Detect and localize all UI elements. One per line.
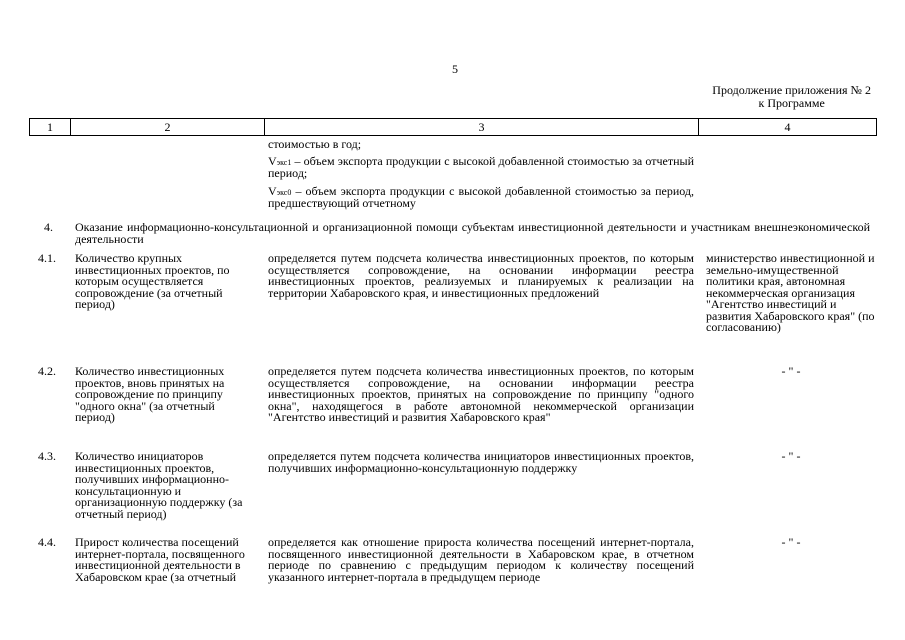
appendix-line-2: к Программе: [758, 96, 825, 110]
appendix-note: [712, 84, 871, 110]
row-calculation-method: определяется как отношение прироста количества посещений интернет-портала, посвященного инвестиционной деятельности в Хабаровском крае, в отчетном периоде по сравнению с предыдущим периодом к количеству посещений указанного интернет-портала в предыдущем периоде: [268, 535, 694, 584]
row-indicator-name: Количество инвестиционных проектов, вновь принятых на сопровождение по принципу "одного окна" (за отчетный период): [75, 364, 225, 424]
row-responsible: министерство инвестиционной и земельно-имущественной политики края, автономная некоммерческая организация "Агентство инвестиций и развития Хабаровского края" (по согласованию): [706, 251, 875, 334]
appendix-line-1: Продолжение приложения № 2: [712, 83, 871, 97]
header-col-1: 1: [30, 119, 71, 135]
row-indicator-name: Прирост количества посещений интернет-портала, посвященного инвестиционной деятельности в Хабаровском крае (за отчетный: [75, 535, 245, 584]
page-number: 5: [452, 62, 458, 76]
row-indicator-name: Количество инициаторов инвестиционных проектов, получивших информационно-консультационную и организационную поддержку (за отчетный период): [75, 449, 243, 521]
row-responsible: - " -: [781, 535, 801, 549]
table-header: [29, 118, 877, 136]
row-responsible: - " -: [781, 364, 801, 378]
row-number: 4.3.: [38, 449, 56, 463]
continuation-line: стоимостью в год;: [268, 137, 362, 151]
row-number: 4.1.: [38, 251, 56, 265]
section-title: Оказание информационно-консультационной и организационной помощи субъектам инвестиционной деятельности и участникам внешнеэкономической деятельности: [75, 220, 870, 246]
row-calculation-method: определяется путем подсчета количества инициаторов инвестиционных проектов, получивших информационно-консультационную поддержку: [268, 449, 694, 475]
continuation-block: [268, 139, 694, 210]
header-col-4: 4: [784, 120, 791, 134]
row-calculation-method: определяется путем подсчета количества инвестиционных проектов, по которым осуществляется сопровождение, на основании информации реестра инвестиционных проектов, принятых на сопровождение по принципу "одного окна", находящегося в работе автономной некоммерческой организации "Агентство инвестиций и развития Хабаровского края": [268, 364, 694, 424]
row-number: 4.4.: [38, 535, 56, 549]
row-responsible: - " -: [781, 449, 801, 463]
header-col-2: 2: [71, 119, 265, 135]
row-calculation-method: определяется путем подсчета количества инвестиционных проектов, по которым осуществляется сопровождение, на основании информации реестра инвестиционных проектов, реализуемых и планируемых к реализации на территории Хабаровского края, и инвестиционных предложений: [268, 251, 694, 300]
header-col-3: 3: [265, 119, 699, 135]
variable-v0: Vэкс0 – объем экспорта продукции с высокой добавленной стоимостью за период, предшествующий отчетному: [268, 183, 694, 210]
variable-v1: Vэкс1 – объем экспорта продукции с высокой добавленной стоимостью за отчетный период;: [268, 153, 694, 180]
row-indicator-name: Количество крупных инвестиционных проектов, по которым осуществляется сопровождение (за отчетный период): [75, 251, 230, 311]
section-number: 4.: [44, 220, 53, 234]
row-number: 4.2.: [38, 364, 56, 378]
